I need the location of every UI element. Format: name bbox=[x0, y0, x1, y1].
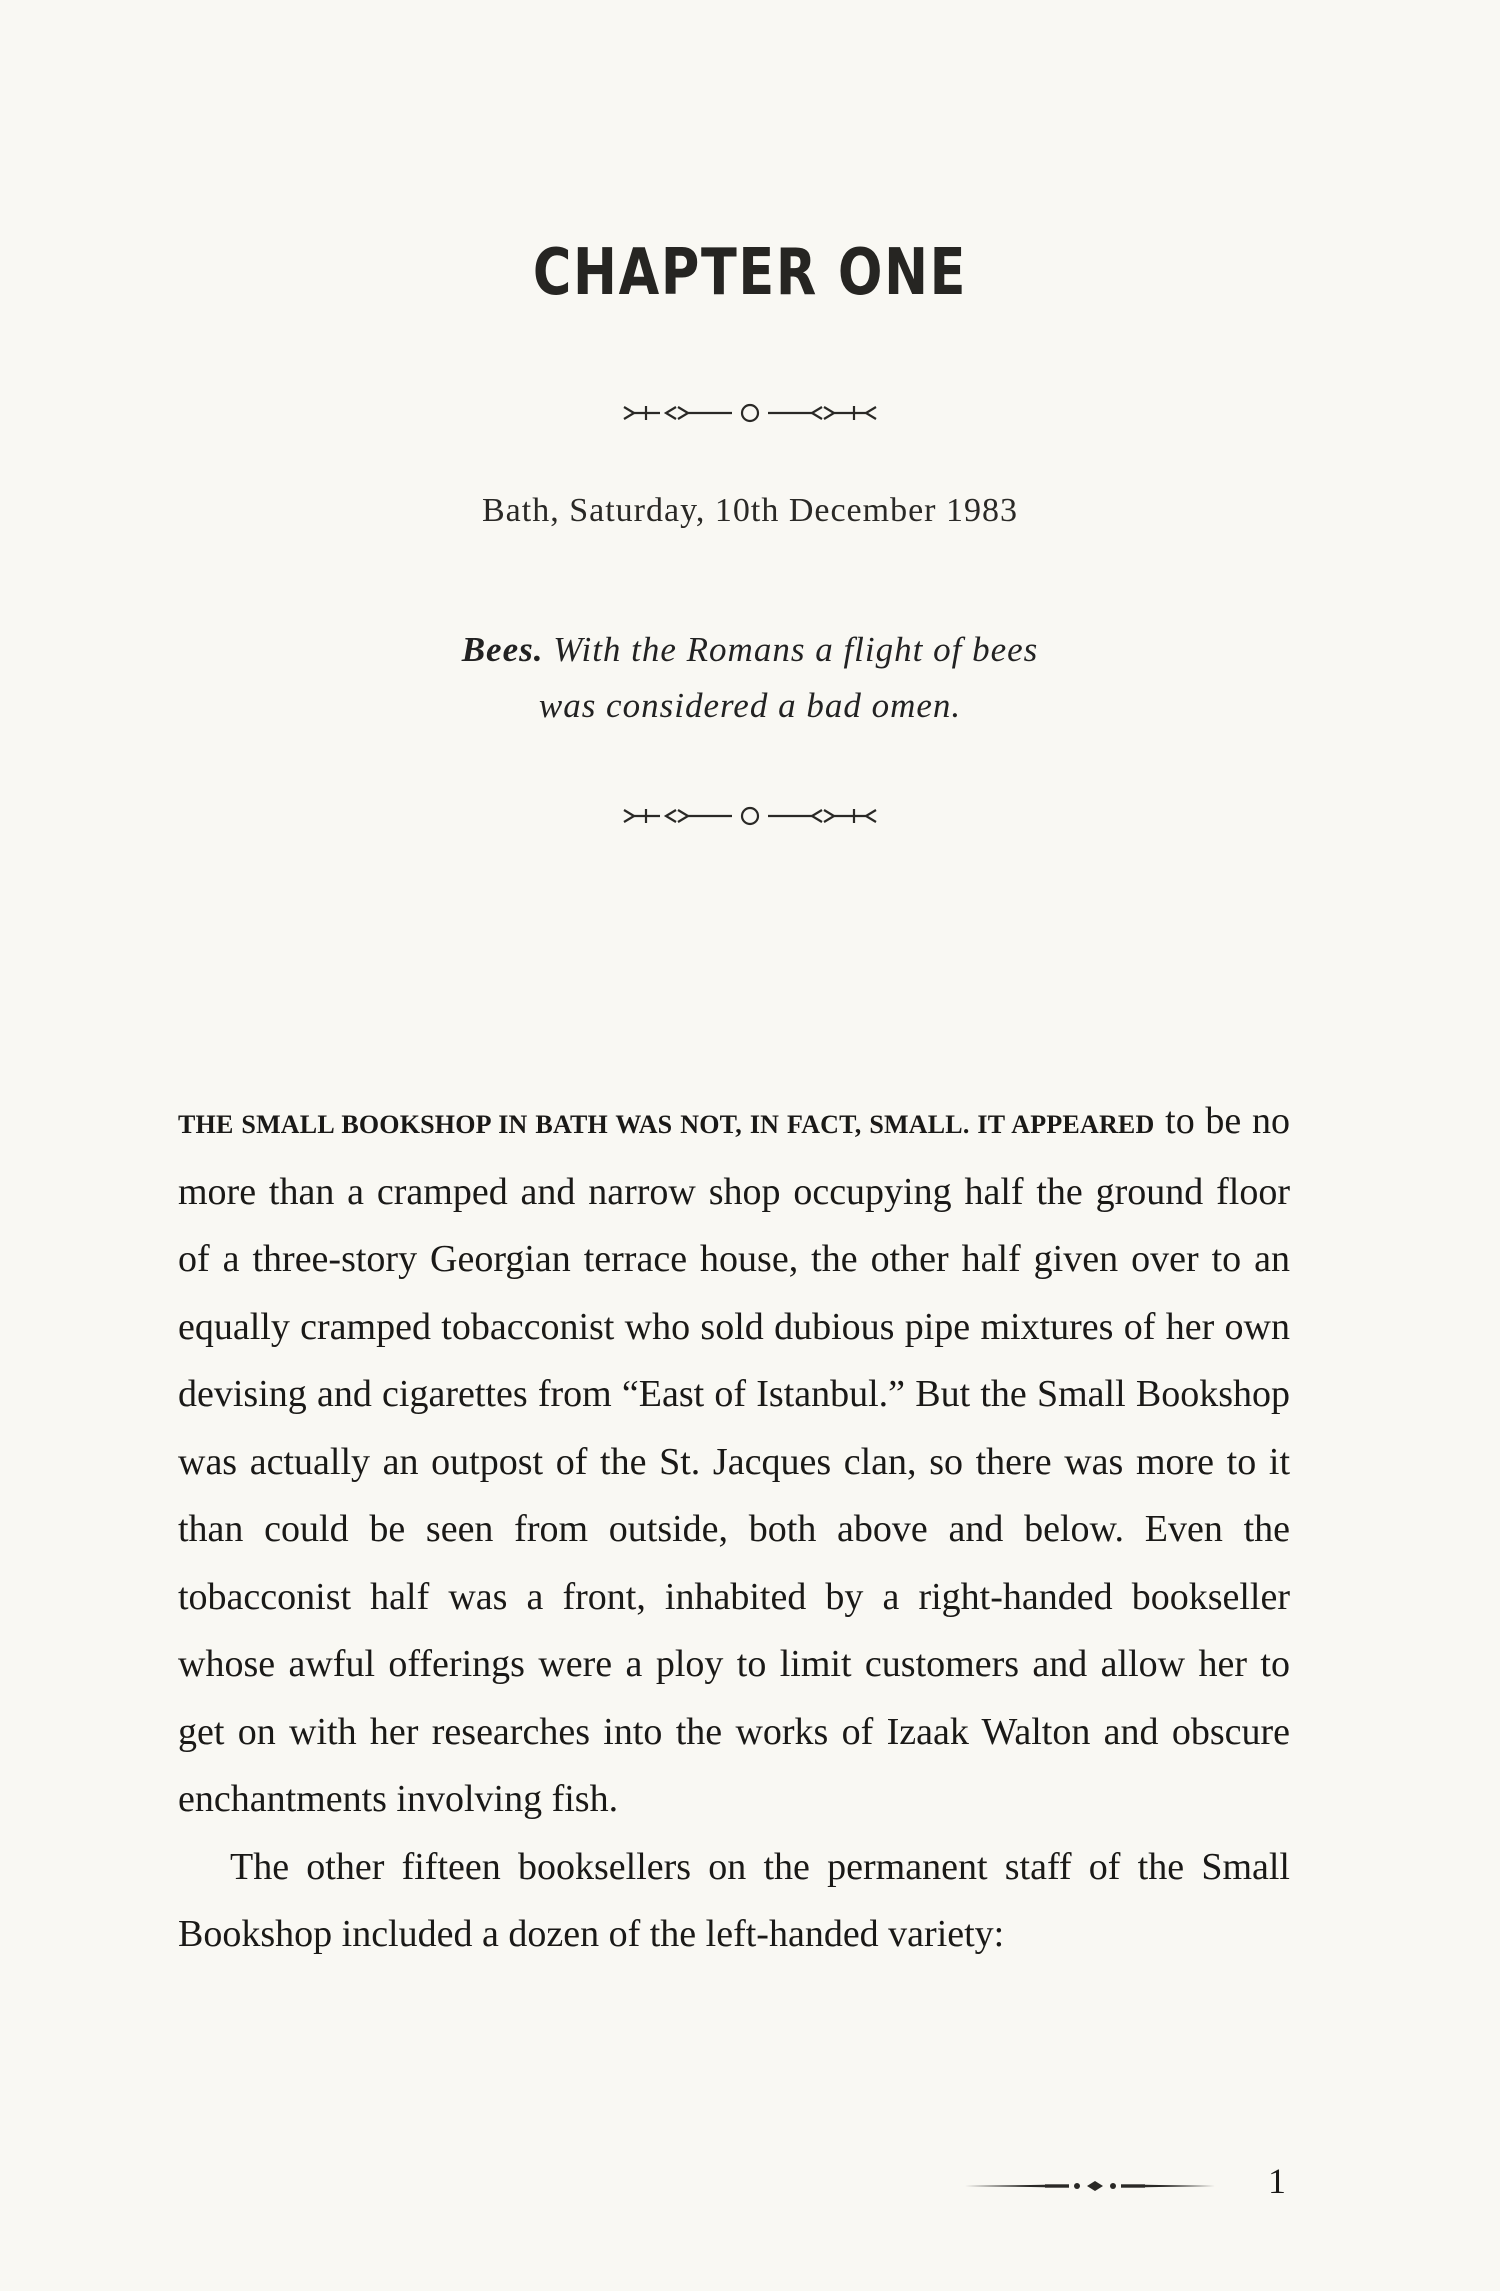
opening-small-caps: THE SMALL BOOKSHOP IN BATH WAS NOT, IN FACT, SMALL. IT APPEARED bbox=[178, 1110, 1155, 1139]
epigraph bbox=[0, 622, 1500, 734]
ornament-divider-top bbox=[620, 398, 880, 428]
chapter-title: CHAPTER ONE bbox=[532, 236, 968, 310]
body-paragraph-1 bbox=[178, 1088, 1290, 1834]
chapter-body bbox=[178, 1088, 1290, 1969]
ornament-divider-bottom bbox=[620, 801, 880, 831]
epigraph-line-1 bbox=[0, 622, 1500, 678]
epigraph-line-2: was considered a bad omen. bbox=[538, 686, 962, 725]
body-paragraph-1-text: to be no more than a cramped and narrow shop occupying half the ground floor of a three-story Georgian terrace house, the other half given over to an equally cramped tobacconist who sold dubious pipe mixtures of her own devising and cigarettes from “East of Istanbul.” But the Small Bookshop was actually an outpost of the St. Jacques clan, so there was more to it than could be seen from outside, both above and below. Even the tobacconist half was a front, inhabited by a right-handed bookseller whose awful offerings were a ploy to limit customers and allow her to get on with her researches into the works of Izaak Walton and obscure enchantments involving fish. bbox=[178, 1100, 1290, 1820]
epigraph-term: Bees. bbox=[461, 630, 544, 669]
page-number: 1 bbox=[1268, 2161, 1286, 2201]
epigraph-line-1-text: With the Romans a flight of bees bbox=[553, 630, 1039, 669]
folio-ornament-rule bbox=[965, 2178, 1215, 2194]
body-paragraph-2: The other fifteen booksellers on the permanent staff of the Small Bookshop included a dozen of the left-handed variety: bbox=[178, 1845, 1290, 1955]
dateline: Bath, Saturday, 10th December 1983 bbox=[482, 492, 1018, 529]
